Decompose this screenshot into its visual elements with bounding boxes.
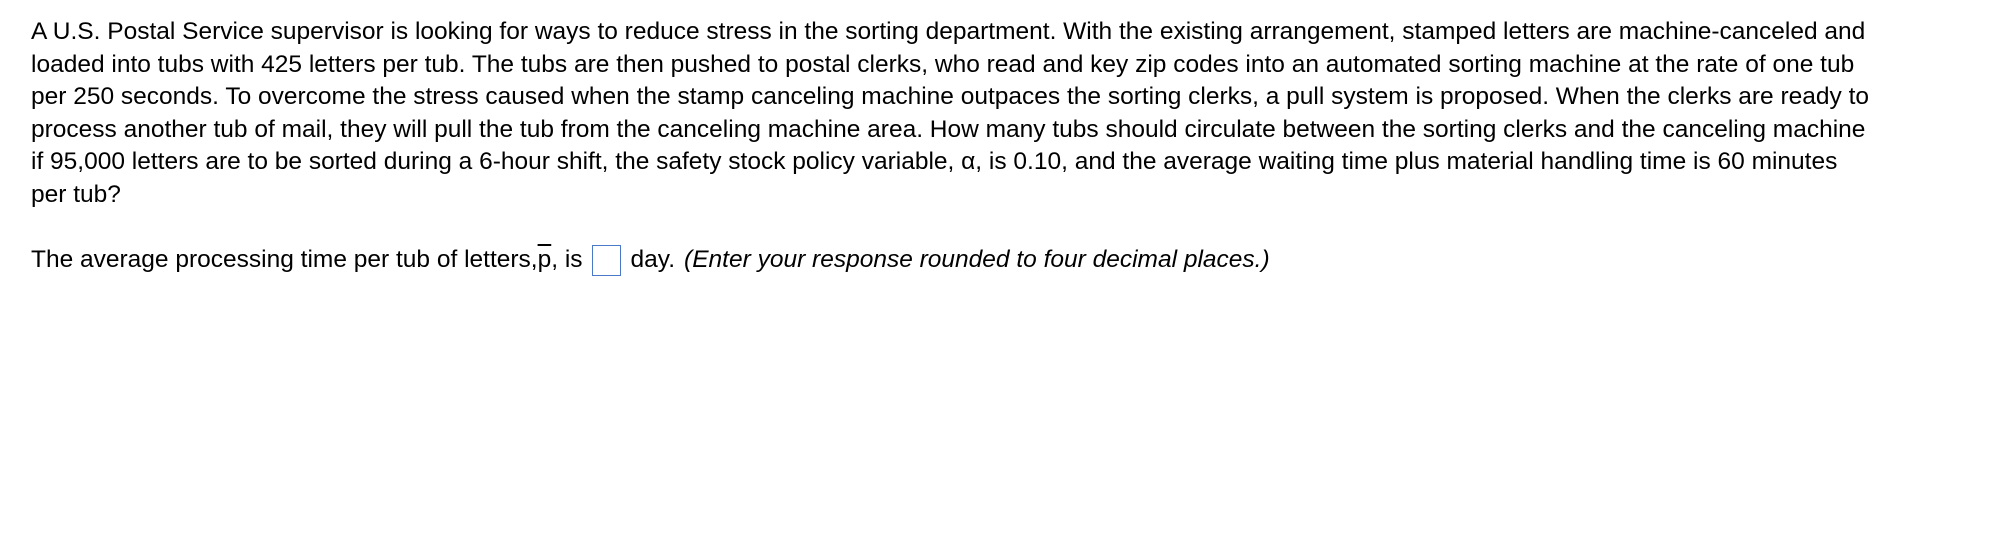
problem-statement: A U.S. Postal Service supervisor is looking for ways to reduce stress in the sorting department. With the existing arrangement, stamped letters are machine-canceled and loaded into tubs with 425 letters per tub. The tubs are then pushed to postal clerks, who read and key zip codes into an automated sorting machine at the rate of one tub per 250 seconds. To overcome the stress caused when the stamp canceling machine outpaces the sorting clerks, a pull system is proposed. When the clerks are ready to process another tub of mail, they will pull the tub from the canceling machine area. How many tubs should circulate between the sorting clerks and the canceling machine if 95,000 letters are to be sorted during a 6-hour shift, the safety stock policy variable, α, is 0.10, and the average waiting time plus material handling time is 60 minutes per tub? (31, 18, 1870, 208)
prompt-after-symbol: , is (551, 246, 583, 273)
unit-label: day. (630, 246, 676, 273)
p-bar-symbol: $\overline{p}$ (537, 246, 552, 273)
question-content (31, 16, 1986, 277)
rounding-instruction: (Enter your response rounded to four decimal places.) (684, 246, 1270, 273)
answer-input[interactable] (592, 245, 621, 276)
prompt-prefix: The average processing time per tub of letters, (31, 246, 538, 273)
answer-prompt (31, 243, 1986, 277)
